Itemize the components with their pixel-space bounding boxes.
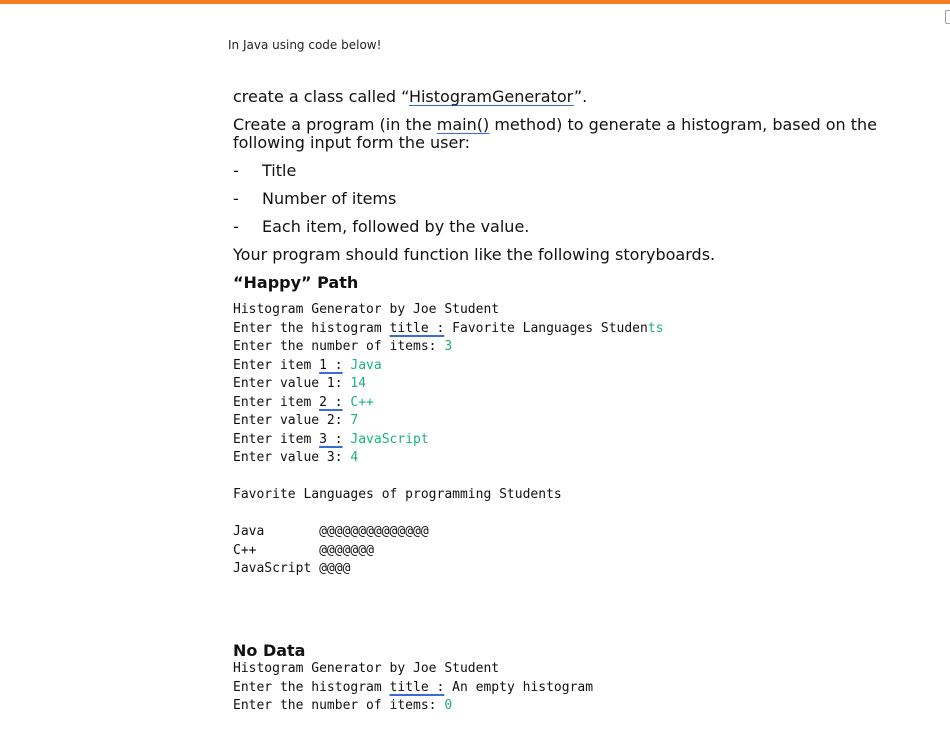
class-instruction: create a class called “HistogramGenerator”. bbox=[233, 87, 588, 106]
main-method: main() bbox=[436, 115, 490, 134]
expand-icon[interactable] bbox=[945, 10, 950, 24]
console-line: Enter the number of items: 3 bbox=[233, 339, 453, 354]
console-line: Enter value 2: 7 bbox=[233, 413, 359, 428]
list-item: - Title bbox=[233, 161, 297, 180]
console-line: Histogram Generator by Joe Student bbox=[233, 302, 500, 317]
console-line: Histogram Generator by Joe Student bbox=[233, 661, 500, 676]
console-line: Enter item 3 : JavaScript bbox=[233, 431, 429, 447]
no-data-console bbox=[233, 660, 593, 716]
console-line: Enter value 1: 14 bbox=[233, 376, 367, 391]
program-instruction: Create a program (in the main() method) to generate a histogram, based on the following input form the user: bbox=[233, 115, 877, 152]
no-data-section bbox=[233, 642, 593, 716]
histogram-row: C++ @@@@@@@ bbox=[233, 542, 374, 558]
top-accent-bar bbox=[0, 0, 950, 4]
happy-path-console bbox=[233, 301, 893, 579]
console-line: Enter value 3: 4 bbox=[233, 450, 359, 465]
class-name: HistogramGenerator bbox=[408, 87, 574, 106]
histogram-row: Java @@@@@@@@@@@@@@ bbox=[233, 524, 429, 539]
no-data-heading: No Data bbox=[233, 641, 306, 660]
assignment-document bbox=[233, 88, 893, 579]
input-list bbox=[233, 162, 893, 236]
happy-path-heading: “Happy” Path bbox=[233, 273, 359, 292]
question-intro: In Java using code below! bbox=[228, 38, 382, 52]
console-line: Enter the histogram title : An empty histogram bbox=[233, 679, 594, 695]
list-item: - Number of items bbox=[233, 189, 397, 208]
storyboard-intro: Your program should function like the following storyboards. bbox=[233, 245, 716, 264]
list-item: - Each item, followed by the value. bbox=[233, 217, 530, 236]
histogram-row: JavaScript @@@@ bbox=[233, 561, 351, 576]
histogram-title: Favorite Languages of programming Students bbox=[233, 487, 562, 502]
console-line: Enter item 2 : C++ bbox=[233, 394, 374, 410]
console-line: Enter the histogram title : Favorite Languages Students bbox=[233, 320, 664, 336]
console-line: Enter item 1 : Java bbox=[233, 357, 382, 373]
console-line: Enter the number of items: 0 bbox=[233, 698, 453, 713]
